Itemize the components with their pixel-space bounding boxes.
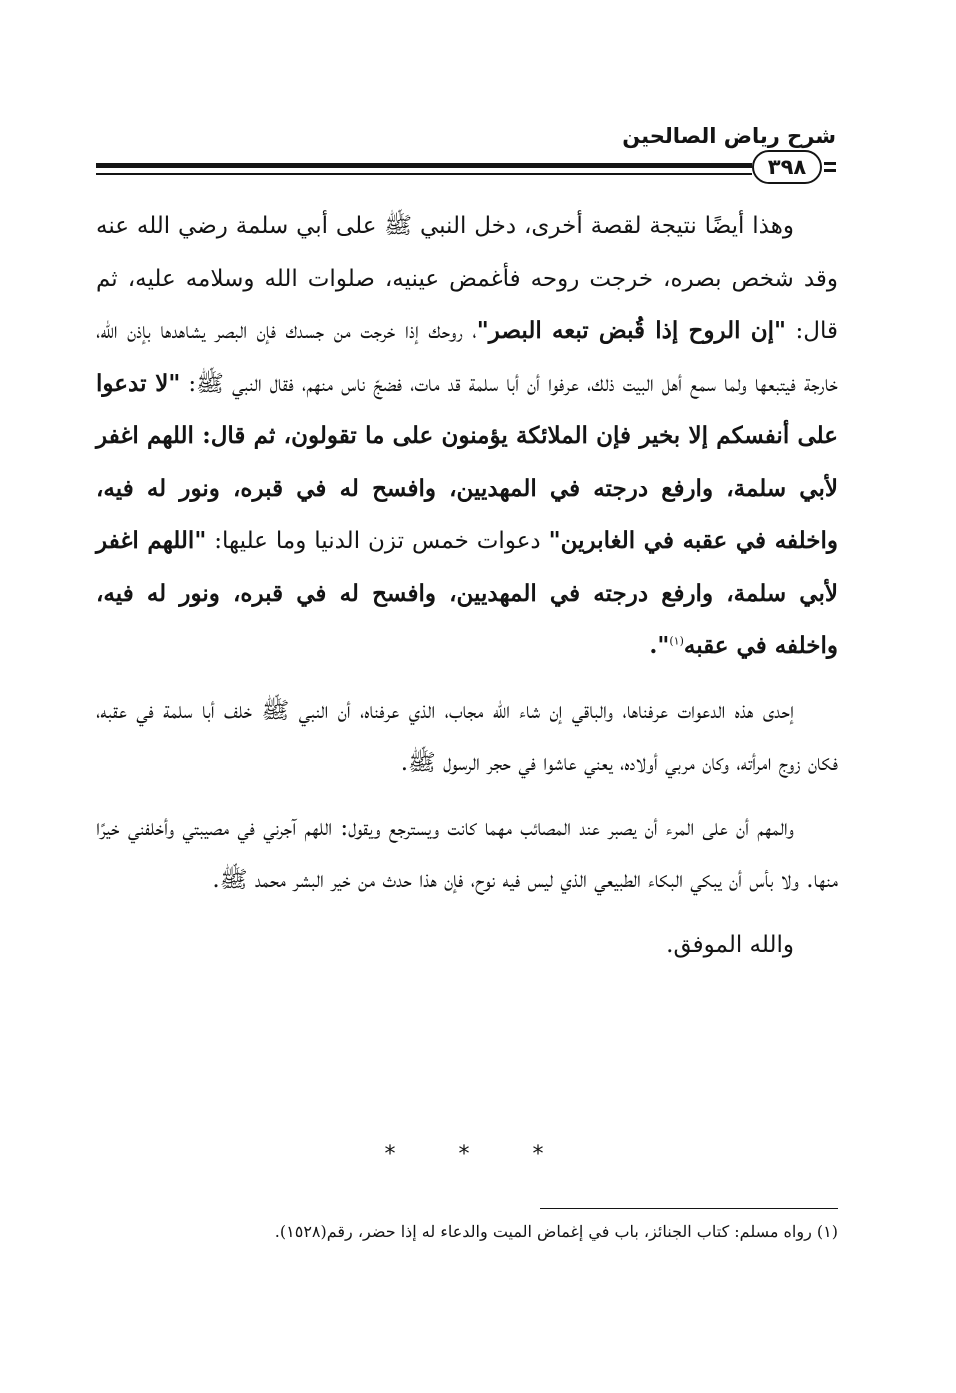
header-rule-thin [96,173,752,175]
paragraph: والمهم أن على المرء أن يصبر عند المصائب مهما كانت ويسترجع ويقول: اللهم آجرني في مصيبتي وأخلفني خيرًا منها. ولا بأس أن يبكي البكاء الطبيعي الذي ليس فيه نوح، فإن هذا حدث من خير البشر محمد ﷺ. [96,814,838,893]
hadith-quote: "اللهم اغفر لأبي سلمة، وارفع درجته في المهديين، وافسح له في قبره، ونور له فيه، واخلفه في عقبه [96,527,838,659]
footnote: (١) رواه مسلم: كتاب الجنائز، باب في إغماض الميت والدعاء له إذا حضر، رقم(١٥٢٨). [274,1222,838,1241]
paragraph: إحدى هذه الدعوات عرفناها، والباقي إن شاء الله مجاب، الذي عرفناه، أن النبي ﷺ خلف أبا سلمة في عقبه، فكان زوج امرأته، وكان مربي أولاده، يعني عاشوا في حجر الرسول ﷺ. [96,697,838,776]
hadith-quote: "إن الروح إذا قُبض تبعه البصر" [476,317,787,344]
text-run: ، روحك إذا خرجت من جسدك فإن البصر يشاهدها بإذن الله، خارجة فيتبعها ولما سمع أهل البيت ذلك، عرفوا أن أبا سلمة قد مات، فضجّ ناس منهم، فقال النبي ﷺ: [96,318,838,397]
header-rule-thick [96,163,752,168]
page-number: ٣٩٨ [752,150,822,184]
paragraph: والله الموفق. [666,931,794,958]
page-number-ornament [824,162,836,165]
text-run: وهذا أيضًا نتيجة لقصة أخرى، دخل النبي ﷺ على أبي سلمة رضي الله عنه وقد شخص بصره، خرجت روحه فأغمض عينيه، صلوات الله وسلامه عليه، ثم قال: [96,213,838,344]
page-number-badge [752,150,844,184]
hadith-quote: "لا تدعوا على أنفسكم إلا بخير فإن الملائكة يؤمنون على ما تقولون، ثم قال: اللهم اغفر لأبي سلمة، وارفع درجته في المهديين، وافسح له في قبره، ونور له فيه، واخلفه في عقبه في الغابرين" [96,369,839,554]
text-run: ". [649,632,670,659]
footnote-reference[interactable]: (١) [669,634,684,648]
page-number-ornament [824,169,836,172]
section-divider: * * * [384,1142,572,1167]
paragraph [96,200,838,673]
running-header-title: شرح رياض الصالحين [622,124,836,148]
text-run: دعوات خمس تزن الدنيا وما عليها: [206,528,549,554]
footnote-rule [540,1208,838,1209]
main-text [96,200,838,971]
